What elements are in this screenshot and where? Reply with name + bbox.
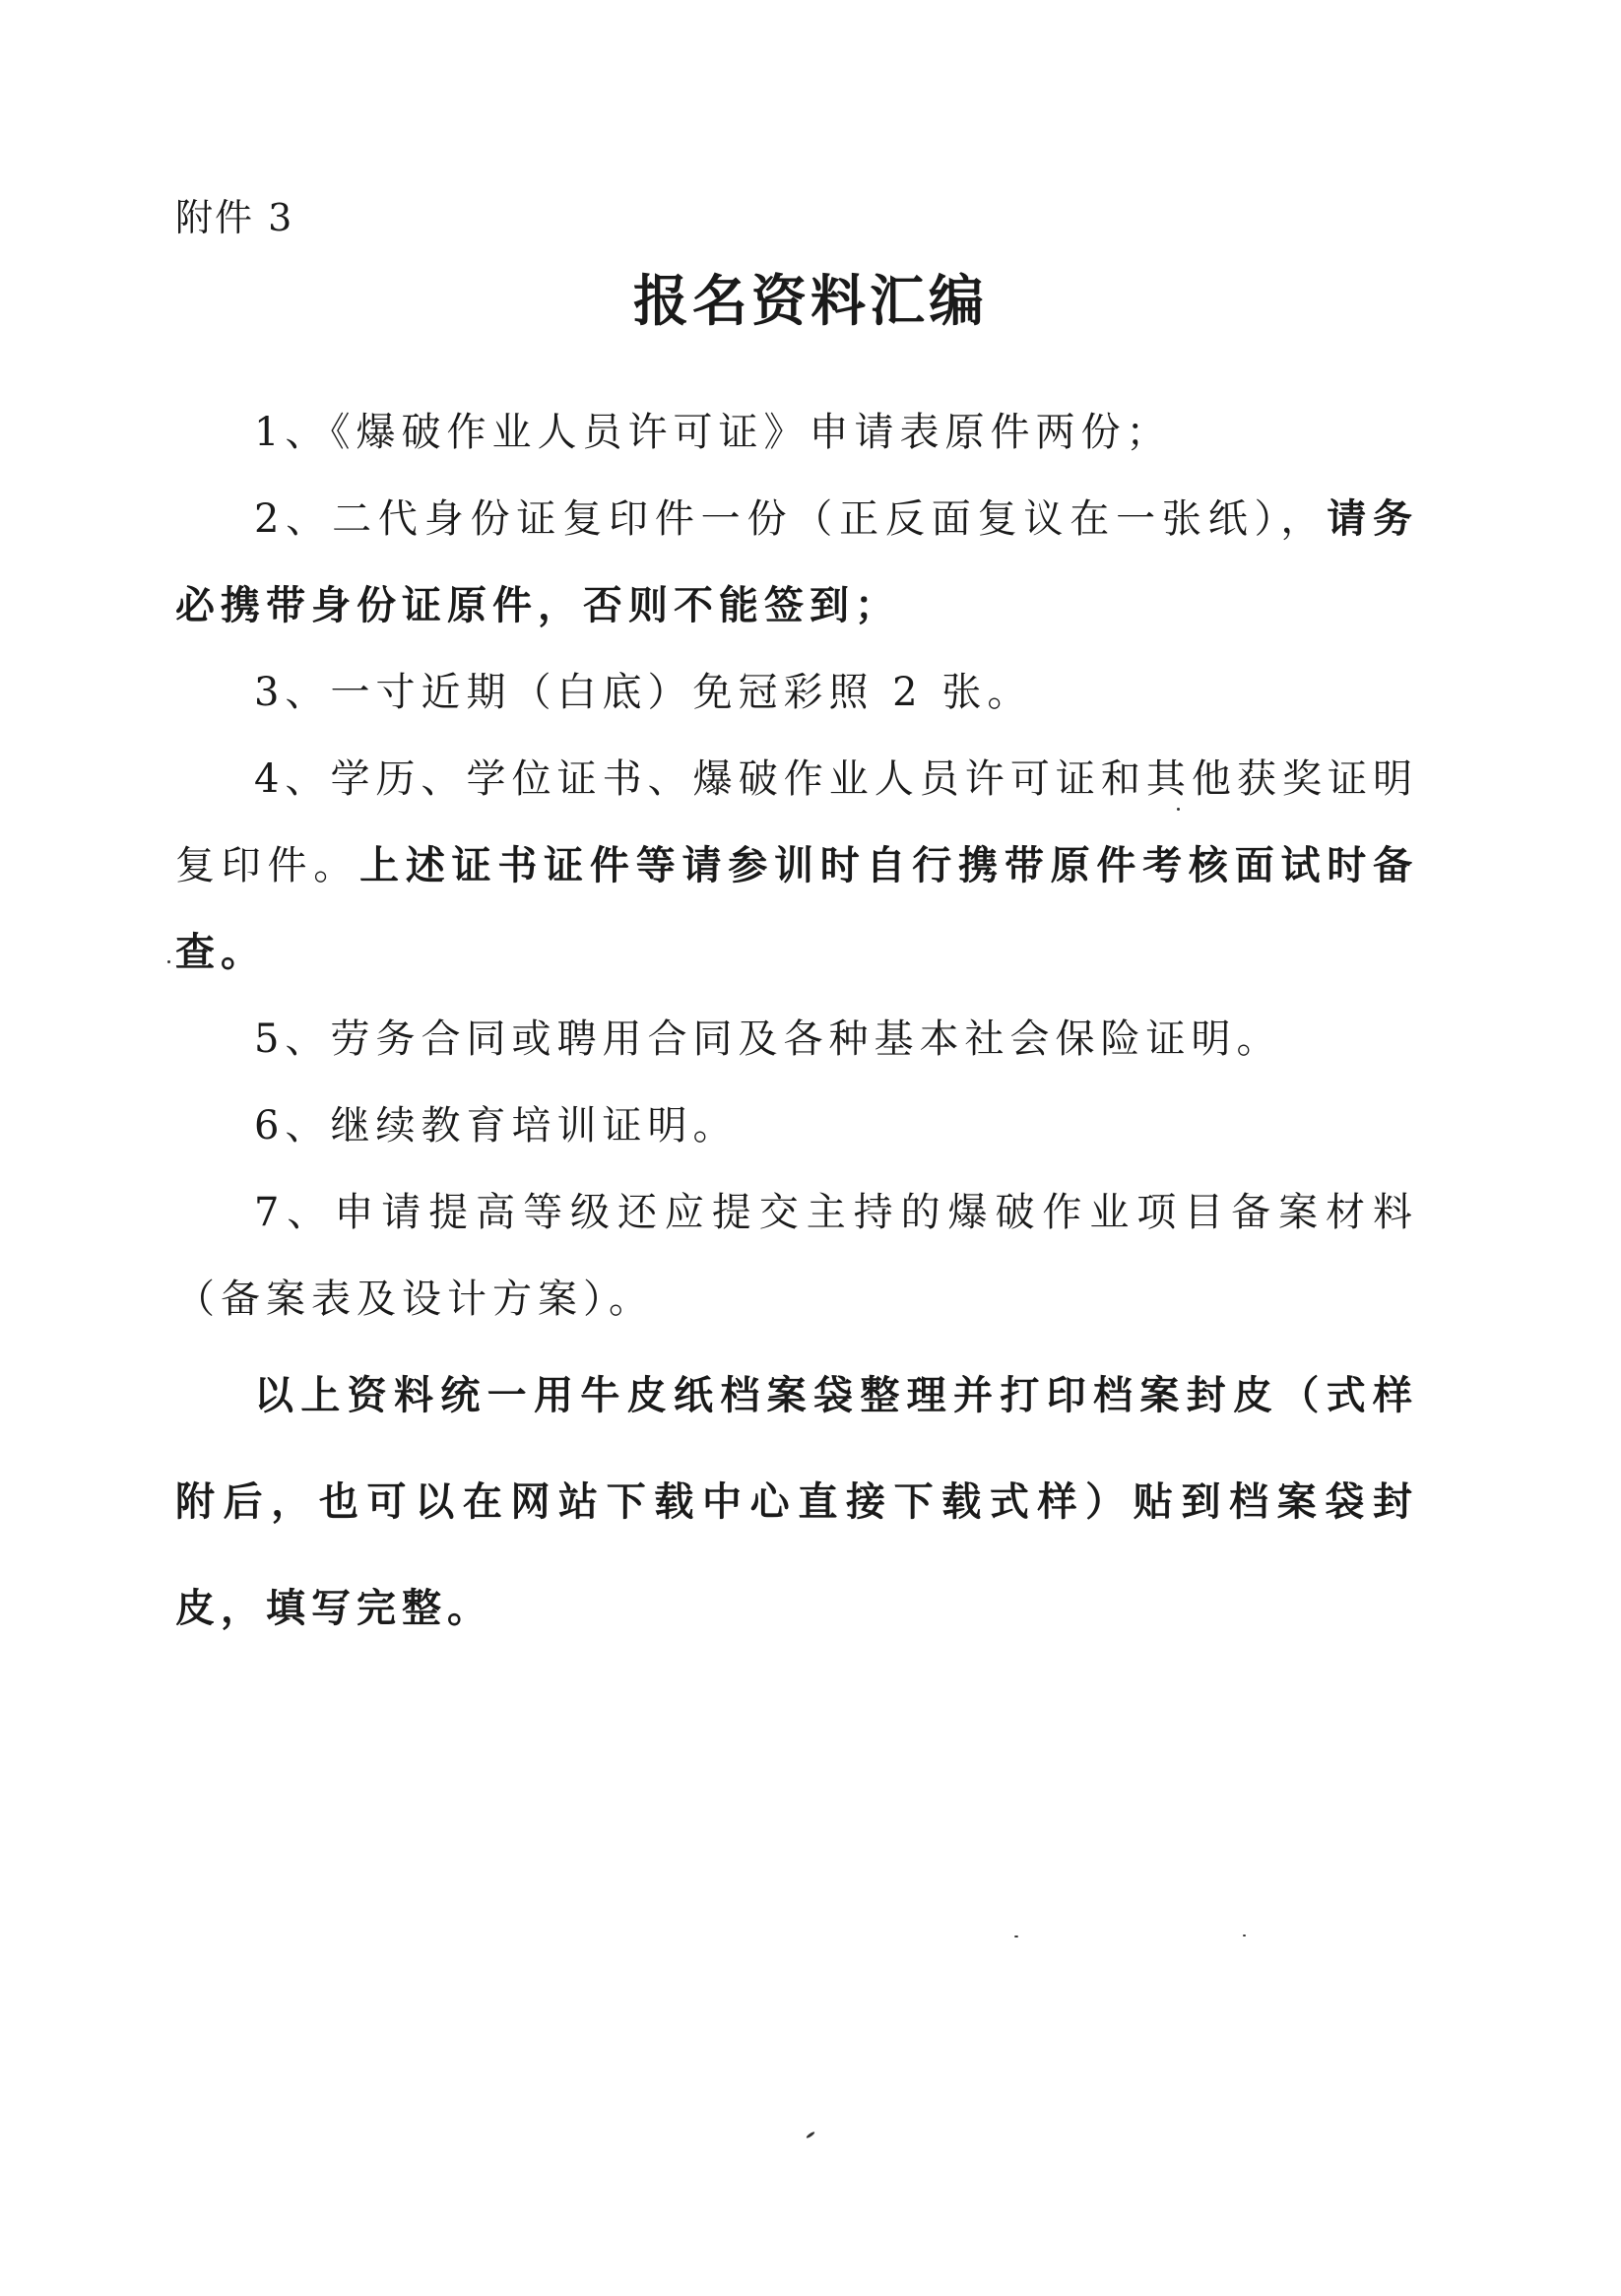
list-item (175, 649, 1418, 736)
annex-label: 附件 3 (175, 196, 294, 239)
item-text: 5、劳务合同或聘用合同及各种基本社会保险证明。 (254, 1017, 1282, 1062)
page-title: 报名资料汇编 (633, 269, 988, 334)
item-emphasis: 上述证书证件等请参训时自行携带原件考核面试时备查。 (175, 842, 1419, 975)
item-text: 3、一寸近期（白底）免冠彩照 2 张。 (254, 670, 1033, 715)
scan-speck (1014, 1935, 1018, 1937)
item-text: 6、继续教育培训证明。 (254, 1103, 739, 1148)
document-body (175, 389, 1418, 1662)
item-text: 2、二代身份证复印件一份（正反面复议在一张纸）， (254, 496, 1328, 542)
list-item (175, 1082, 1418, 1169)
scan-speck (806, 2131, 815, 2138)
item-text: 7、申请提高等级还应提交主持的爆破作业项目备案材料（备案表及设计方案）。 (175, 1190, 1418, 1322)
closing-paragraph: 以上资料统一用牛皮纸档案袋整理并打印档案封皮（式样附后，也可以在网站下载中心直接下载式样）贴到档案袋封皮，填写完整。 (175, 1372, 1418, 1631)
scan-speck (1177, 808, 1180, 811)
list-item (175, 736, 1418, 996)
list-item (175, 389, 1418, 476)
list-item (175, 476, 1418, 649)
item-text: 4、学历、学位证书、爆破作业人员许可证和其他获奖证明复印件。 (175, 756, 1418, 888)
item-text: 1、《爆破作业人员许可证》申请表原件两份； (254, 410, 1172, 455)
scan-speck (1243, 1935, 1246, 1936)
item-emphasis: 请务必携带身份证原件，否则不能签到； (175, 495, 1419, 628)
scan-speck (167, 960, 170, 963)
list-item (175, 996, 1418, 1082)
list-item (175, 1169, 1418, 1343)
